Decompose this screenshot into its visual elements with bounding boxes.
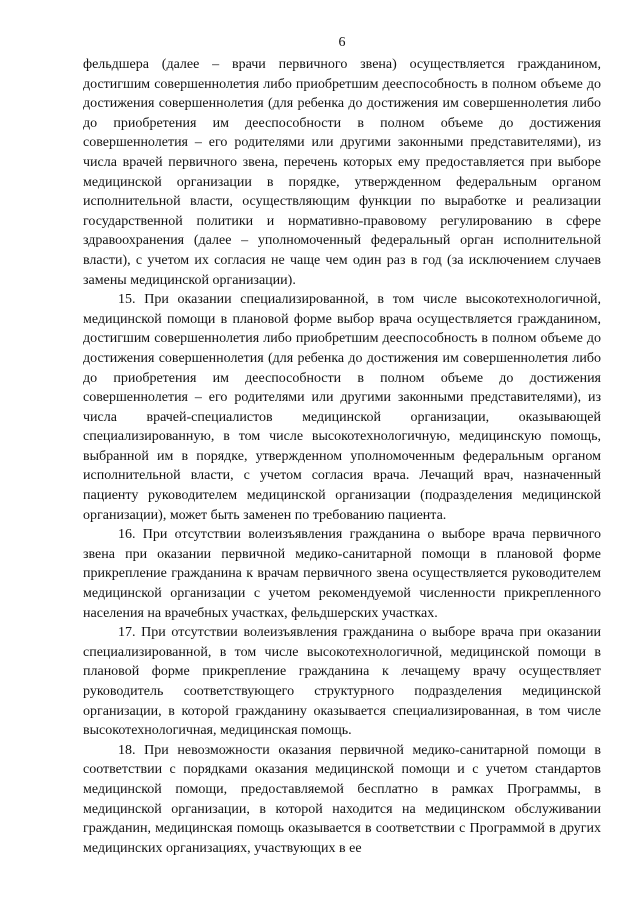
paragraph-item-16: 16. При отсутствии волеизъявления гражданина о выборе врача первичного звена при оказании первичной медико-санитарной помощи в плановой форме прикрепление гражданина к врачам первичного звена осуществляется руководителем медицинской организации с учетом рекомендуемой численности прикрепленного населения на врачебных участках, фельдшерских участках. bbox=[83, 527, 601, 621]
paragraph-item-18: 18. При невозможности оказания первичной медико-санитарной помощи в соответствии с порядками оказания медицинской помощи и с учетом стандартов медицинской помощи, предоставляемой бесплатно в рамках Программы, в медицинской организации, в которой находится на медицинском обслуживании гражданин, медицинская помощь оказывается в соответствии с Программой в других медицинских организациях, участвующих в ее bbox=[83, 742, 601, 856]
paragraph-item-17: 17. При отсутствии волеизъявления гражданина о выборе врача при оказании специализированной, в том числе высокотехнологичной, медицинской помощи в плановой форме прикрепление гражданина к лечащему врачу осуществляет руководитель соответствующего структурного подразделения медицинской организации, в которой гражданину оказывается специализированная, в том числе высокотехнологичная, медицинская помощь. bbox=[83, 625, 601, 739]
page-number: 6 bbox=[338, 35, 346, 50]
paragraph-item-15: 15. При оказании специализированной, в том числе высокотехнологичной, медицинской помощи в плановой форме выбор врача осуществляется гражданином, достигшим совершеннолетия либо приобретшим дееспособность в полном объеме до достижения совершеннолетия (для ребенка до достижения им совершеннолетия либо до приобретения им дееспособности в полном объеме до достижения совершеннолетия – его родителями или другими законными представителями), из числа врачей-специалистов медицинской организации, оказывающей специализированную, в том числе высокотехнологичную, медицинскую помощь, выбранной им в порядке, утвержденном уполномоченным федеральным органом исполнительной власти, с учетом согласия врача. Лечащий врач, назначенный пациенту руководителем медицинской организации (подразделения медицинской организации), может быть заменен по требованию пациента. bbox=[83, 292, 601, 523]
paragraph-continuation: фельдшера (далее – врачи первичного звена) осуществляется гражданином, достигшим совершеннолетия либо приобретшим дееспособность в полном объеме до достижения совершеннолетия (для ребенка до достижения им совершеннолетия либо до приобретения им дееспособности в полном объеме до достижения совершеннолетия – его родителями или другими законными представителями), из числа врачей первичного звена, перечень которых ему предоставляется при выборе медицинской организации в порядке, утвержденном федеральным органом исполнительной власти, осуществляющим функции по выработке и реализации государственной политики и нормативно-правовому регулированию в сфере здравоохранения (далее – уполномоченный федеральный орган исполнительной власти), с учетом их согласия не чаще чем один раз в год (за исключением случаев замены медицинской организации). bbox=[83, 57, 601, 288]
document-page bbox=[83, 34, 601, 858]
